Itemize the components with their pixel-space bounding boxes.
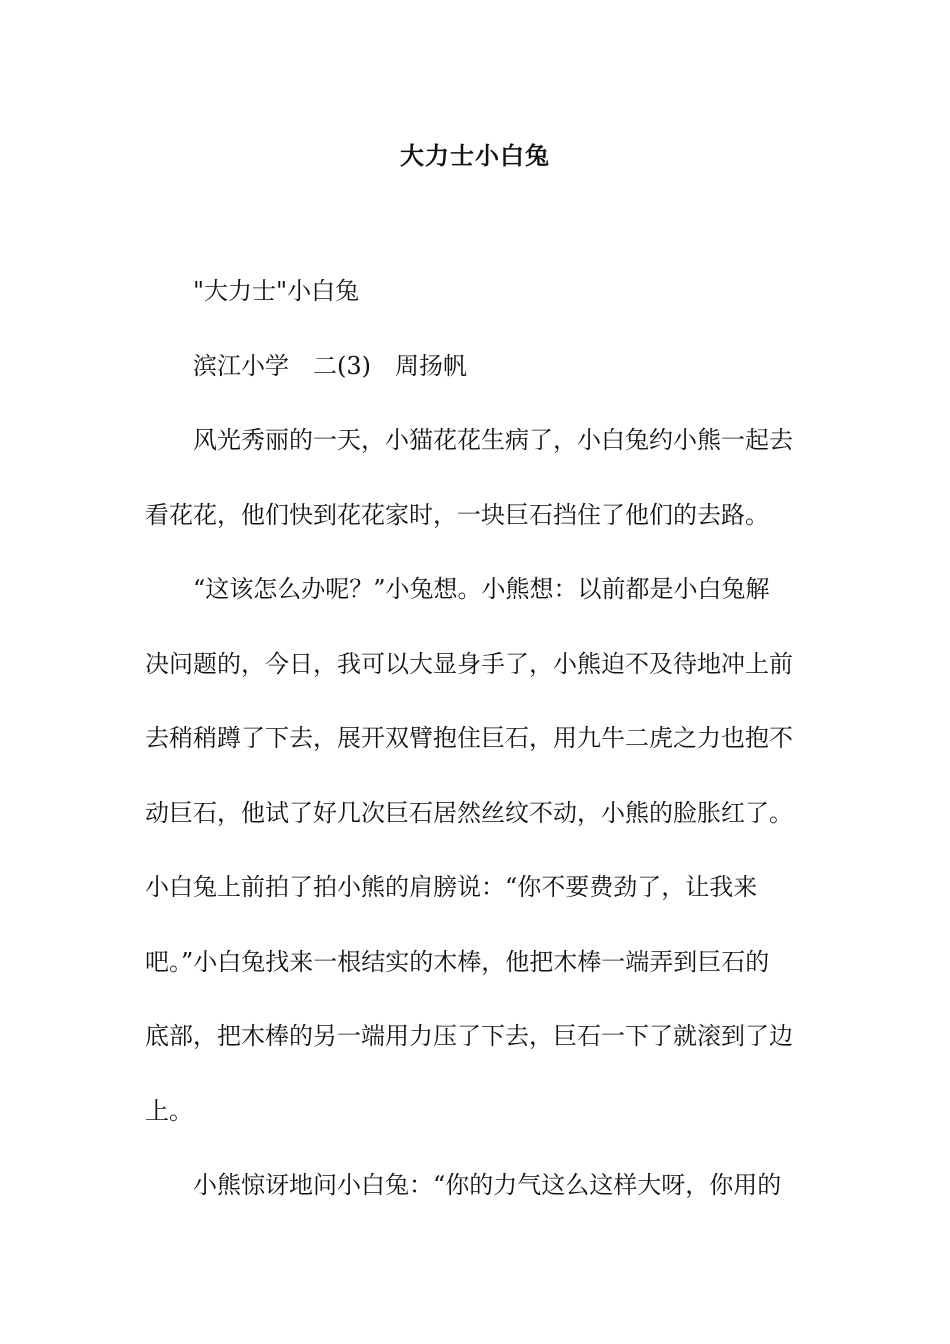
paragraph-1	[145, 403, 805, 552]
text-line: 动巨石，他试了好几次巨石居然丝纹不动，小熊的脸胀红了。	[145, 798, 793, 827]
text-line: 决问题的，今日，我可以大显身手了，小熊迫不及待地冲上前	[145, 649, 793, 678]
paragraph-2	[145, 552, 805, 1148]
subtitle-line	[145, 254, 805, 329]
byline-text: 滨江小学 二(3) 周扬帆	[193, 351, 467, 380]
text-line: 看花花，他们快到花花家时，一块巨石挡住了他们的去路。	[145, 500, 769, 529]
text-line: 上。	[145, 1096, 193, 1125]
document-title: 大力士小白兔	[400, 141, 550, 170]
text-line: “这该怎么办呢？”小兔想。小熊想：以前都是小白兔解	[193, 575, 770, 603]
subtitle-text: "大力士"小白兔	[193, 277, 360, 305]
paragraph-3	[145, 1148, 805, 1223]
text-line: 吧。”小白兔找来一根结实的木棒，他把木棒一端弄到巨石的	[145, 947, 770, 976]
text-line: 风光秀丽的一天，小猫花花生病了，小白兔约小熊一起去	[193, 426, 793, 454]
text-line: 小熊惊讶地问小白兔：“你的力气这么这样大呀，你用的	[193, 1171, 782, 1199]
text-line: 底部，把木棒的另一端用力压了下去，巨石一下了就滚到了边	[145, 1022, 793, 1050]
document-body	[145, 254, 805, 1223]
byline-line	[145, 329, 805, 404]
text-line: 小白兔上前拍了拍小熊的肩膀说：“你不要费劲了，让我来	[145, 873, 758, 901]
text-line: 去稍稍蹲了下去，展开双臂抱住巨石，用九牛二虎之力也抱不	[145, 724, 793, 752]
